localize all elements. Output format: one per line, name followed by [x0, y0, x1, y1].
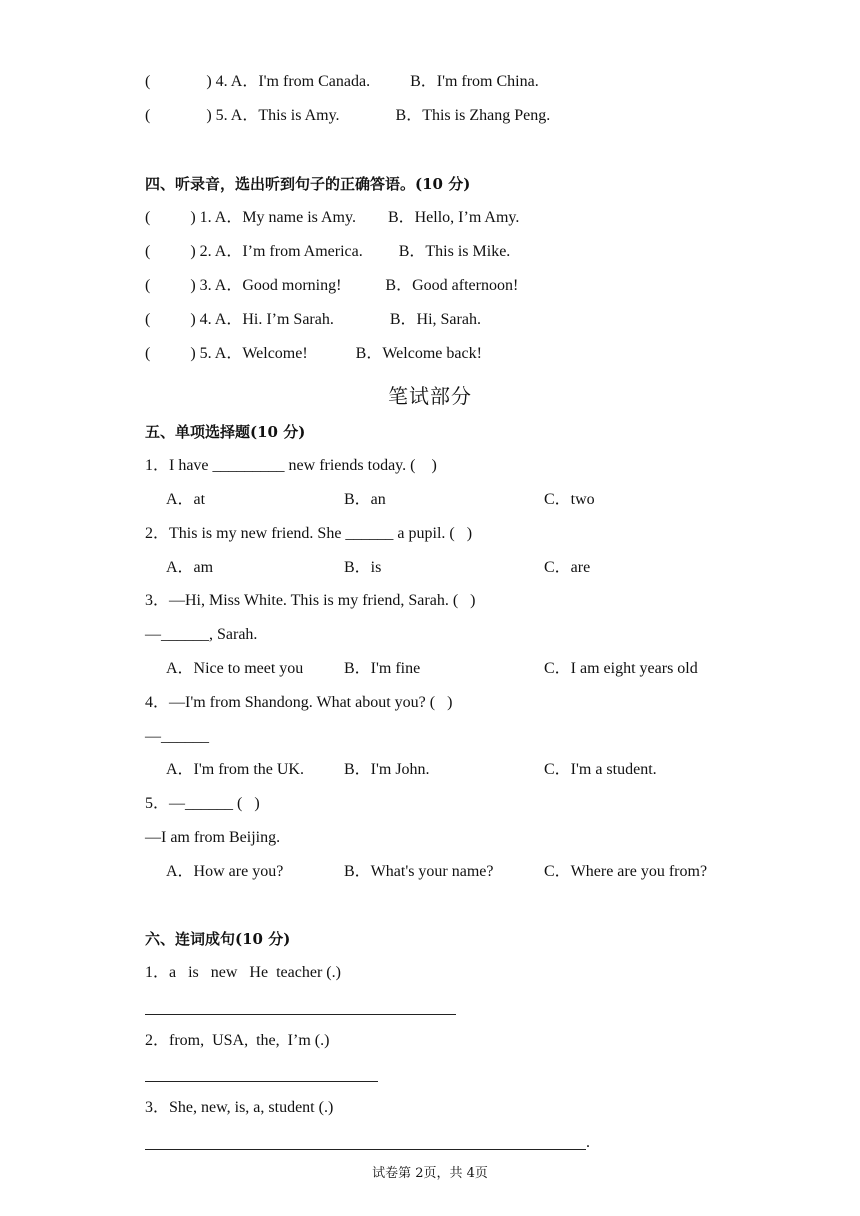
section6-heading: 六、连词成句(10 分) [145, 930, 291, 948]
section4-heading: 四、听录音，选出听到句子的正确答语。(10 分) [145, 175, 471, 193]
q2-option-c: C．are [544, 559, 591, 576]
q3-option-b: B．I'm fine [344, 660, 421, 677]
section4-item-5: ( ) 5. A．Welcome! B．Welcome back! [145, 345, 482, 362]
section6-item-2: 2．from, USA, the, I’m (.) [145, 1032, 330, 1049]
q5-stem-reply: —I am from Beijing. [145, 829, 281, 846]
listening-item-5: ( ) 5. A．This is Amy. B．This is Zhang Peng. [145, 107, 551, 124]
q1-stem: 1．I have _________ new friends today. ( ) [145, 457, 437, 474]
section6-item-3: 3．She, new, is, a, student (.) [145, 1099, 334, 1116]
q2-option-a: A．am [166, 559, 214, 576]
section4-item-4: ( ) 4. A．Hi. I’m Sarah. B．Hi, Sarah. [145, 311, 481, 328]
q5-stem: 5．—______ ( ) [145, 795, 260, 812]
q4-option-a: A．I'm from the UK. [166, 761, 304, 778]
q3-stem: 3．—Hi, Miss White. This is my friend, Sarah. ( ) [145, 592, 476, 609]
q4-stem-reply: —______ [145, 728, 209, 745]
q4-stem: 4．—I'm from Shandong. What about you? ( ) [145, 694, 453, 711]
q3-stem-reply: —______, Sarah. [145, 626, 258, 643]
q4-option-c: C．I'm a student. [544, 761, 657, 778]
listening-item-4: ( ) 4. A．I'm from Canada. B．I'm from China. [145, 73, 539, 90]
section4-item-2: ( ) 2. A．I’m from America. B．This is Mike. [145, 243, 511, 260]
written-part-title: 笔试部分 [388, 384, 472, 408]
q4-option-b: B．I'm John. [344, 761, 430, 778]
section5-heading: 五、单项选择题(10 分) [145, 423, 306, 441]
q5-option-c: C．Where are you from? [544, 863, 708, 880]
q2-option-b: B．is [344, 559, 382, 576]
q5-option-b: B．What's your name? [344, 863, 494, 880]
answer-line-1[interactable] [145, 1014, 456, 1015]
q1-option-a: A．at [166, 491, 206, 508]
q3-option-c: C．I am eight years old [544, 660, 698, 677]
q5-option-a: A．How are you? [166, 863, 284, 880]
answer-line-3[interactable] [145, 1149, 586, 1150]
q2-stem: 2．This is my new friend. She ______ a pupil. ( ) [145, 525, 473, 542]
section4-item-3: ( ) 3. A．Good morning! B．Good afternoon! [145, 277, 519, 294]
section4-item-1: ( ) 1. A．My name is Amy. B．Hello, I’m Amy. [145, 209, 520, 226]
section6-item-1: 1．a is new He teacher (.) [145, 964, 341, 981]
answer-line-2[interactable] [145, 1081, 378, 1082]
q1-option-c: C．two [544, 491, 595, 508]
q3-option-a: A．Nice to meet you [166, 660, 304, 677]
answer-line-3-period: . [586, 1134, 590, 1151]
page-footer: 试卷第 2页，共 4页 [372, 1166, 488, 1181]
q1-option-b: B．an [344, 491, 386, 508]
